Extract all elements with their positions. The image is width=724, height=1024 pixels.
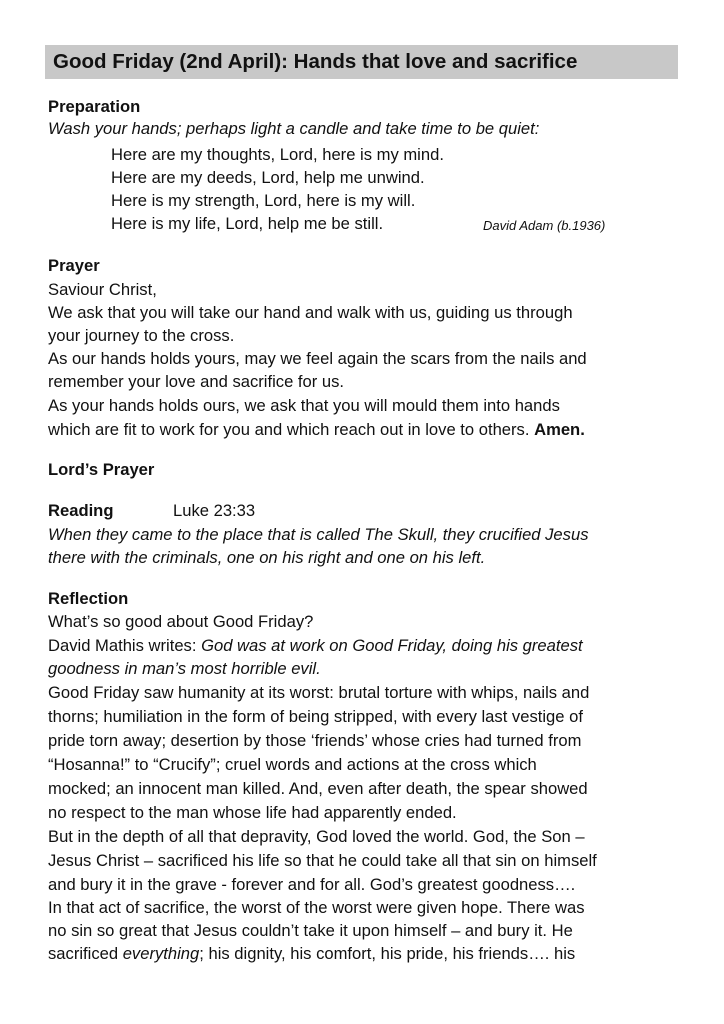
reflection-line: no sin so great that Jesus couldn’t take it upon himself – and bury it. He [48,921,573,940]
prayer-line: We ask that you will take our hand and walk with us, guiding us through [48,303,573,322]
prayer-line: which are fit to work for you and which reach out in love to others. [48,420,530,439]
prayer-heading: Prayer [48,256,100,275]
reflection-line: thorns; humiliation in the form of being stripped, with every last vestige of [48,707,583,726]
reading-reference: Luke 23:33 [173,501,256,520]
prayer-line-last [48,420,585,440]
reflection-line: But in the depth of all that depravity, God loved the world. God, the Son – [48,827,585,846]
reflection-line-last [48,944,575,964]
emphasis-text: everything [122,944,200,963]
reflection-text: ; his dignity, his comfort, his pride, his friends…. his [199,944,576,963]
reading-heading: Reading [48,501,114,520]
lords-prayer-heading: Lord’s Prayer [48,460,155,479]
reflection-line: and bury it in the grave - forever and for all. God’s greatest goodness…. [48,875,576,894]
page-title: Good Friday (2nd April): Hands that love and sacrifice [45,45,678,79]
verse-attribution: David Adam (b.1936) [483,218,606,233]
prayer-line: As our hands holds yours, may we feel again the scars from the nails and [48,349,587,368]
reflection-line: “Hosanna!” to “Crucify”; cruel words and actions at the cross which [48,755,537,774]
prayer-line: Saviour Christ, [48,280,157,299]
reading-line: When they came to the place that is called The Skull, they crucified Jesus [48,525,589,544]
verse-line: Here is my life, Lord, help me be still. [111,214,384,233]
reflection-line: In that act of sacrifice, the worst of the worst were given hope. There was [48,898,585,917]
reflection-question: What’s so good about Good Friday? [48,612,314,631]
reflection-quote-line [48,636,583,656]
verse-line: Here are my thoughts, Lord, here is my mind. [111,145,444,164]
reflection-heading: Reflection [48,589,129,608]
reflection-line: no respect to the man whose life had apparently ended. [48,803,457,822]
reflection-line: pride torn away; desertion by those ‘friends’ whose cries had turned from [48,731,582,750]
preparation-heading: Preparation [48,97,141,116]
reflection-line: Jesus Christ – sacrificed his life so that he could take all that sin on himself [48,851,597,870]
quote-intro: David Mathis writes: [48,636,202,655]
quote-text: goodness in man’s most horrible evil. [48,659,321,678]
reflection-line: Good Friday saw humanity at its worst: brutal torture with whips, nails and [48,683,590,702]
verse-line: Here is my strength, Lord, here is my will. [111,191,416,210]
reflection-line: mocked; an innocent man killed. And, even after death, the spear showed [48,779,588,798]
amen: Amen. [534,420,585,439]
prayer-line: remember your love and sacrifice for us. [48,372,345,391]
reading-line: there with the criminals, one on his right and one on his left. [48,548,486,567]
prayer-line: your journey to the cross. [48,326,235,345]
prayer-line: As your hands holds ours, we ask that you will mould them into hands [48,396,560,415]
preparation-intro: Wash your hands; perhaps light a candle and take time to be quiet: [48,119,540,138]
quote-text: God was at work on Good Friday, doing his greatest [201,636,583,655]
verse-line: Here are my deeds, Lord, help me unwind. [111,168,425,187]
reflection-text: sacrificed [48,944,123,963]
